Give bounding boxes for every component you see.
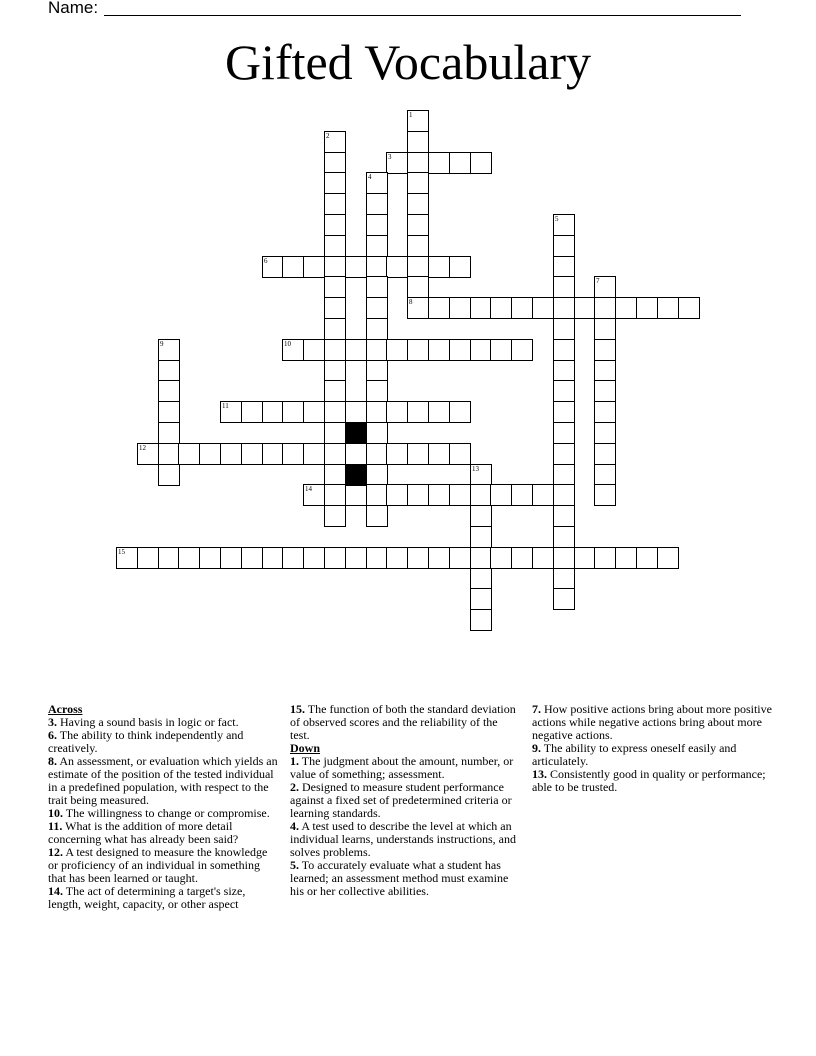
grid-cell[interactable] bbox=[553, 256, 575, 278]
grid-cell[interactable] bbox=[574, 547, 596, 569]
cell-number: 2 bbox=[326, 132, 330, 140]
grid-cell[interactable] bbox=[366, 484, 388, 506]
grid-cell[interactable] bbox=[553, 297, 575, 319]
clue-number: 9. bbox=[532, 741, 541, 755]
grid-cell[interactable] bbox=[470, 526, 492, 548]
grid-cell[interactable] bbox=[636, 297, 658, 319]
grid-cell[interactable] bbox=[345, 339, 367, 361]
cell-number: 3 bbox=[388, 153, 392, 161]
grid-cell[interactable] bbox=[490, 484, 512, 506]
clue-number: 8. bbox=[48, 754, 57, 768]
grid-cell[interactable] bbox=[366, 318, 388, 340]
clue-text: Consistently good in quality or performance; able to be trusted. bbox=[532, 767, 766, 794]
grid-cell[interactable] bbox=[178, 547, 200, 569]
grid-cell[interactable] bbox=[366, 360, 388, 382]
grid-cell[interactable] bbox=[324, 422, 346, 444]
clues-column-2 bbox=[290, 703, 520, 898]
clue-number: 7. bbox=[532, 702, 541, 716]
grid-cell[interactable] bbox=[386, 443, 408, 465]
grid-cell[interactable] bbox=[594, 276, 616, 298]
clue-across-6 bbox=[48, 729, 280, 755]
clue-text: To accurately evaluate what a student has learned; an assessment method must examine his or her collective abilities. bbox=[290, 858, 509, 898]
clue-text: How positive actions bring about more positive actions while negative actions bring about more negative actions. bbox=[532, 702, 772, 742]
grid-cell[interactable] bbox=[199, 443, 221, 465]
grid-cell[interactable] bbox=[470, 339, 492, 361]
cell-number: 1 bbox=[409, 111, 413, 119]
grid-cell[interactable] bbox=[158, 360, 180, 382]
grid-cell[interactable] bbox=[678, 297, 700, 319]
clue-across-14 bbox=[48, 885, 280, 911]
grid-cell[interactable] bbox=[636, 547, 658, 569]
grid-cell[interactable] bbox=[594, 339, 616, 361]
grid-cell[interactable] bbox=[470, 505, 492, 527]
grid-cell[interactable] bbox=[324, 131, 346, 153]
grid-cell[interactable] bbox=[345, 256, 367, 278]
clue-text: The judgment about the amount, number, or value of something; assessment. bbox=[290, 754, 514, 781]
grid-cell[interactable] bbox=[449, 484, 471, 506]
cell-number: 13 bbox=[472, 465, 479, 473]
grid-cell[interactable] bbox=[345, 547, 367, 569]
clue-down-5 bbox=[290, 859, 520, 898]
grid-cell[interactable] bbox=[407, 547, 429, 569]
cell-number: 11 bbox=[222, 402, 229, 410]
grid-cell[interactable] bbox=[303, 484, 325, 506]
grid-cell[interactable] bbox=[324, 318, 346, 340]
grid-cell[interactable] bbox=[220, 401, 242, 423]
grid-cell[interactable] bbox=[532, 547, 554, 569]
grid-cell[interactable] bbox=[158, 422, 180, 444]
grid-cell[interactable] bbox=[262, 547, 284, 569]
grid-cell[interactable] bbox=[386, 339, 408, 361]
clue-number: 14. bbox=[48, 884, 63, 898]
clue-text: The ability to express oneself easily and articulately. bbox=[532, 741, 737, 768]
grid-cell[interactable] bbox=[303, 443, 325, 465]
grid-cell[interactable] bbox=[553, 547, 575, 569]
grid-cell[interactable] bbox=[324, 193, 346, 215]
grid-cell[interactable] bbox=[470, 484, 492, 506]
grid-cell[interactable] bbox=[324, 214, 346, 236]
grid-cell[interactable] bbox=[490, 339, 512, 361]
grid-cell[interactable] bbox=[324, 276, 346, 298]
name-label: Name: bbox=[48, 0, 99, 17]
grid-cell[interactable] bbox=[470, 547, 492, 569]
grid-cell[interactable] bbox=[553, 276, 575, 298]
cell-number: 9 bbox=[160, 340, 164, 348]
grid-cell[interactable] bbox=[407, 276, 429, 298]
grid-cell[interactable] bbox=[511, 297, 533, 319]
grid-cell[interactable] bbox=[158, 339, 180, 361]
grid-cell[interactable] bbox=[407, 131, 429, 153]
clue-number: 3. bbox=[48, 715, 57, 729]
grid-cell[interactable] bbox=[262, 256, 284, 278]
clue-text: What is the addition of more detail concerning what has already been said? bbox=[48, 819, 239, 846]
grid-cell[interactable] bbox=[594, 360, 616, 382]
grid-cell[interactable] bbox=[428, 547, 450, 569]
grid-cell[interactable] bbox=[158, 380, 180, 402]
clue-number: 4. bbox=[290, 819, 299, 833]
grid-cell[interactable] bbox=[366, 443, 388, 465]
grid-cell[interactable] bbox=[407, 401, 429, 423]
page-title: Gifted Vocabulary bbox=[224, 34, 592, 90]
grid-cell[interactable] bbox=[553, 380, 575, 402]
grid-cell[interactable] bbox=[282, 547, 304, 569]
grid-cell[interactable] bbox=[324, 339, 346, 361]
grid-cell[interactable] bbox=[594, 443, 616, 465]
grid-cell[interactable] bbox=[241, 547, 263, 569]
clue-across-8 bbox=[48, 755, 280, 807]
grid-cell[interactable] bbox=[594, 380, 616, 402]
grid-cell[interactable] bbox=[282, 256, 304, 278]
grid-cell[interactable] bbox=[594, 318, 616, 340]
grid-cell[interactable] bbox=[553, 568, 575, 590]
grid-cell[interactable] bbox=[511, 547, 533, 569]
grid-cell[interactable] bbox=[282, 443, 304, 465]
grid-cell[interactable] bbox=[366, 276, 388, 298]
grid-cell[interactable] bbox=[407, 235, 429, 257]
grid-cell[interactable] bbox=[366, 297, 388, 319]
grid-cell[interactable] bbox=[407, 256, 429, 278]
grid-cell[interactable] bbox=[386, 401, 408, 423]
grid-cell[interactable] bbox=[158, 443, 180, 465]
grid-cell[interactable] bbox=[324, 172, 346, 194]
cell-number: 10 bbox=[284, 340, 291, 348]
grid-cell[interactable] bbox=[553, 422, 575, 444]
grid-cell[interactable] bbox=[511, 339, 533, 361]
grid-cell[interactable] bbox=[262, 443, 284, 465]
grid-cell[interactable] bbox=[594, 297, 616, 319]
grid-cell[interactable] bbox=[449, 401, 471, 423]
cell-number: 7 bbox=[596, 277, 600, 285]
grid-cell[interactable] bbox=[553, 526, 575, 548]
cell-number: 12 bbox=[139, 444, 146, 452]
grid-cell[interactable] bbox=[470, 609, 492, 631]
grid-cell[interactable] bbox=[407, 214, 429, 236]
grid-cell[interactable] bbox=[158, 547, 180, 569]
grid-cell[interactable] bbox=[407, 110, 429, 132]
grid-cell[interactable] bbox=[490, 547, 512, 569]
grid-cell[interactable] bbox=[303, 547, 325, 569]
grid-cell[interactable] bbox=[282, 339, 304, 361]
grid-cell[interactable] bbox=[470, 568, 492, 590]
grid-cell[interactable] bbox=[594, 547, 616, 569]
clue-text: The ability to think independently and creatively. bbox=[48, 728, 244, 755]
grid-cell[interactable] bbox=[594, 422, 616, 444]
clue-number: 2. bbox=[290, 780, 299, 794]
grid-cell[interactable] bbox=[428, 152, 450, 174]
grid-cell[interactable] bbox=[407, 484, 429, 506]
grid-cell[interactable] bbox=[324, 547, 346, 569]
grid-cell[interactable] bbox=[428, 339, 450, 361]
clue-text: A test designed to measure the knowledge or proficiency of an individual in something that has been learned or taught. bbox=[48, 845, 268, 885]
clue-text: The act of determining a target's size, length, weight, capacity, or other aspect bbox=[48, 884, 246, 911]
cell-number: 6 bbox=[264, 257, 268, 265]
grid-cell[interactable] bbox=[366, 422, 388, 444]
clue-number: 10. bbox=[48, 806, 63, 820]
grid-cell[interactable] bbox=[366, 339, 388, 361]
grid-cell[interactable] bbox=[553, 484, 575, 506]
grid-cell[interactable] bbox=[366, 172, 388, 194]
clues-column-3 bbox=[532, 703, 772, 794]
grid-cell[interactable] bbox=[428, 484, 450, 506]
grid-cell[interactable] bbox=[324, 443, 346, 465]
grid-cell[interactable] bbox=[345, 484, 367, 506]
grid-cell[interactable] bbox=[470, 297, 492, 319]
clue-down-4 bbox=[290, 820, 520, 859]
grid-cell[interactable] bbox=[386, 152, 408, 174]
grid-cell[interactable] bbox=[199, 547, 221, 569]
grid-cell[interactable] bbox=[366, 256, 388, 278]
grid-cell[interactable] bbox=[594, 401, 616, 423]
grid-cell[interactable] bbox=[428, 401, 450, 423]
grid-cell[interactable] bbox=[324, 380, 346, 402]
clue-number: 6. bbox=[48, 728, 57, 742]
grid-cell[interactable] bbox=[428, 297, 450, 319]
grid-cell[interactable] bbox=[407, 193, 429, 215]
grid-cell[interactable] bbox=[366, 380, 388, 402]
grid-cell[interactable] bbox=[407, 443, 429, 465]
clue-number: 12. bbox=[48, 845, 63, 859]
grid-cell[interactable] bbox=[220, 547, 242, 569]
grid-cell[interactable] bbox=[282, 401, 304, 423]
grid-cell[interactable] bbox=[324, 401, 346, 423]
grid-cell[interactable] bbox=[449, 297, 471, 319]
grid-cell[interactable] bbox=[594, 484, 616, 506]
grid-cell[interactable] bbox=[366, 193, 388, 215]
grid-cell[interactable] bbox=[324, 360, 346, 382]
grid-cell[interactable] bbox=[449, 339, 471, 361]
grid-cell[interactable] bbox=[137, 443, 159, 465]
grid-cell[interactable] bbox=[428, 256, 450, 278]
grid-cell[interactable] bbox=[366, 214, 388, 236]
grid-cell[interactable] bbox=[449, 152, 471, 174]
grid-cell[interactable] bbox=[553, 214, 575, 236]
grid-cell[interactable] bbox=[615, 297, 637, 319]
grid-cell[interactable] bbox=[366, 464, 388, 486]
across-heading: Across bbox=[48, 702, 83, 716]
grid-cell[interactable] bbox=[324, 484, 346, 506]
grid-cell[interactable] bbox=[470, 588, 492, 610]
grid-cell[interactable] bbox=[407, 297, 429, 319]
clue-text: Having a sound basis in logic or fact. bbox=[60, 715, 239, 729]
grid-cell[interactable] bbox=[470, 152, 492, 174]
clue-text: A test used to describe the level at which an individual learns, understands instructions, and solves problems. bbox=[290, 819, 516, 859]
grid-cell[interactable] bbox=[428, 443, 450, 465]
grid-cell[interactable] bbox=[553, 588, 575, 610]
grid-cell[interactable] bbox=[303, 256, 325, 278]
grid-cell[interactable] bbox=[407, 172, 429, 194]
grid-cell[interactable] bbox=[574, 297, 596, 319]
grid-cell[interactable] bbox=[490, 297, 512, 319]
cell-number: 14 bbox=[305, 485, 312, 493]
grid-cell[interactable] bbox=[532, 297, 554, 319]
grid-cell[interactable] bbox=[449, 547, 471, 569]
clue-text: The willingness to change or compromise. bbox=[65, 806, 270, 820]
grid-cell[interactable] bbox=[532, 484, 554, 506]
grid-cell[interactable] bbox=[449, 256, 471, 278]
cell-number: 8 bbox=[409, 298, 413, 306]
clue-text: An assessment, or evaluation which yields an estimate of the position of the tested individual in a predefined population, with respect to the trait being measured. bbox=[48, 754, 278, 807]
grid-cell[interactable] bbox=[553, 318, 575, 340]
clue-number: 11. bbox=[48, 819, 63, 833]
cell-number: 5 bbox=[555, 215, 559, 223]
clue-text: The function of both the standard deviation of observed scores and the reliability of the test. bbox=[290, 702, 516, 742]
clue-number: 1. bbox=[290, 754, 299, 768]
cell-number: 4 bbox=[368, 173, 372, 181]
grid-cell[interactable] bbox=[324, 297, 346, 319]
clue-across-12 bbox=[48, 846, 280, 885]
clues-column-1 bbox=[48, 703, 280, 911]
grid-cell[interactable] bbox=[386, 547, 408, 569]
grid-cell[interactable] bbox=[137, 547, 159, 569]
grid-cell[interactable] bbox=[116, 547, 138, 569]
grid-cell[interactable] bbox=[553, 401, 575, 423]
grid-cell[interactable] bbox=[657, 297, 679, 319]
grid-cell[interactable] bbox=[553, 360, 575, 382]
black-square bbox=[345, 422, 367, 444]
grid-cell[interactable] bbox=[657, 547, 679, 569]
grid-cell[interactable] bbox=[345, 401, 367, 423]
grid-cell[interactable] bbox=[178, 443, 200, 465]
grid-cell[interactable] bbox=[407, 152, 429, 174]
grid-cell[interactable] bbox=[366, 547, 388, 569]
grid-cell[interactable] bbox=[324, 235, 346, 257]
grid-cell[interactable] bbox=[553, 339, 575, 361]
clue-down-7 bbox=[532, 703, 772, 742]
grid-cell[interactable] bbox=[303, 401, 325, 423]
grid-cell[interactable] bbox=[241, 401, 263, 423]
grid-cell[interactable] bbox=[407, 339, 429, 361]
clue-down-2 bbox=[290, 781, 520, 820]
cell-number: 15 bbox=[118, 548, 125, 556]
grid-cell[interactable] bbox=[553, 235, 575, 257]
grid-cell[interactable] bbox=[241, 443, 263, 465]
grid-cell[interactable] bbox=[366, 401, 388, 423]
clue-across-15 bbox=[290, 703, 520, 742]
grid-cell[interactable] bbox=[220, 443, 242, 465]
down-heading: Down bbox=[290, 741, 321, 755]
grid-cell[interactable] bbox=[470, 464, 492, 486]
grid-cell[interactable] bbox=[366, 235, 388, 257]
clue-number: 15. bbox=[290, 702, 305, 716]
clue-text: Designed to measure student performance against a fixed set of predetermined criteria or learning standards. bbox=[290, 780, 512, 820]
grid-cell[interactable] bbox=[262, 401, 284, 423]
clue-number: 5. bbox=[290, 858, 299, 872]
grid-cell[interactable] bbox=[386, 256, 408, 278]
grid-cell[interactable] bbox=[511, 484, 533, 506]
grid-cell[interactable] bbox=[386, 484, 408, 506]
grid-cell[interactable] bbox=[303, 339, 325, 361]
grid-cell[interactable] bbox=[553, 443, 575, 465]
clue-down-1 bbox=[290, 755, 520, 781]
grid-cell[interactable] bbox=[366, 505, 388, 527]
black-square bbox=[345, 464, 367, 486]
grid-cell[interactable] bbox=[324, 152, 346, 174]
grid-cell[interactable] bbox=[449, 443, 471, 465]
grid-cell[interactable] bbox=[553, 464, 575, 486]
clue-number: 13. bbox=[532, 767, 547, 781]
grid-cell[interactable] bbox=[345, 443, 367, 465]
grid-cell[interactable] bbox=[324, 464, 346, 486]
grid-cell[interactable] bbox=[324, 505, 346, 527]
grid-cell[interactable] bbox=[158, 464, 180, 486]
clue-down-13 bbox=[532, 768, 772, 794]
grid-cell[interactable] bbox=[615, 547, 637, 569]
grid-cell[interactable] bbox=[553, 505, 575, 527]
clue-down-9 bbox=[532, 742, 772, 768]
grid-cell[interactable] bbox=[158, 401, 180, 423]
grid-cell[interactable] bbox=[324, 256, 346, 278]
clue-across-11 bbox=[48, 820, 280, 846]
grid-cell[interactable] bbox=[594, 464, 616, 486]
